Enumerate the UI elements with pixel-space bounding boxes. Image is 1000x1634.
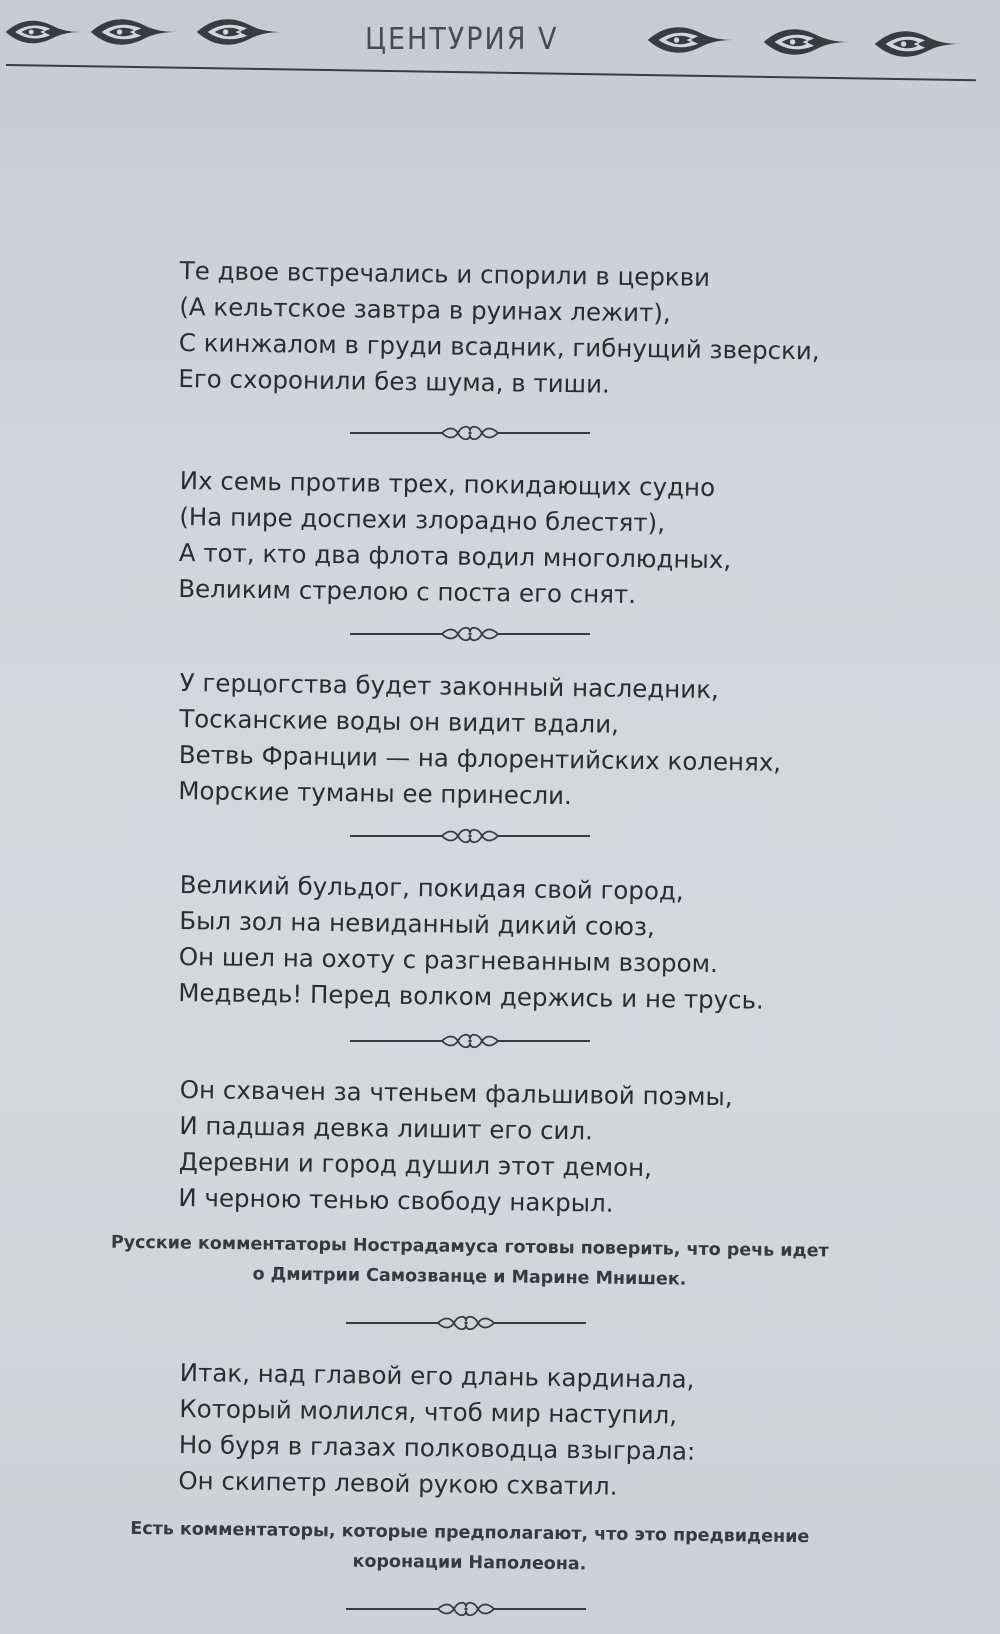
verse-line: Он схвачен за чтеньем фальшивой поэмы,: [179, 1074, 733, 1112]
filigree-scroll-icon: [84, 14, 184, 50]
filigree-scroll-icon: [636, 22, 746, 58]
verse-line: Их семь против трех, покидающих судно: [179, 465, 716, 503]
verse-line: Он скипетр левой рукою схватил.: [178, 1465, 618, 1501]
filigree-scroll-icon: [868, 26, 968, 62]
verse-line: Деревни и город душил этот демон,: [178, 1146, 653, 1183]
stanza: [178, 867, 900, 1020]
filigree-scroll-icon: [190, 14, 290, 50]
verse-line: (А кельтское завтра в руинах лежит),: [179, 291, 671, 328]
flourish-divider-icon: [346, 1599, 586, 1619]
commentary-note: [39, 1227, 900, 1298]
stanza: [178, 1072, 900, 1225]
stanza: [178, 665, 900, 818]
flourish-divider-icon: [346, 1313, 586, 1333]
verse-line: Великим стрелою с поста его снят.: [178, 573, 637, 609]
verse-line: Тосканские воды он видит вдали,: [179, 703, 620, 739]
note-line: о Дмитрии Самозванце и Марине Мнишек.: [252, 1264, 687, 1290]
stanza: [178, 253, 900, 406]
flourish-divider-icon: [350, 1031, 590, 1051]
flourish-divider-icon: [350, 624, 590, 644]
note-line: Есть комментаторы, которые предполагают, что это предвидение: [130, 1518, 810, 1548]
verse-line: И черною тенью свободу накрыл.: [178, 1182, 614, 1218]
page-header: [0, 0, 1000, 100]
filigree-scroll-icon: [752, 24, 862, 60]
verse-line: С кинжалом в груди всадник, гибнущий зверски,: [178, 327, 820, 366]
verse-line: Ветвь Франции — на флорентийских коленях,: [178, 739, 782, 777]
verse-line: У герцогства будет законный наследник,: [179, 667, 719, 705]
filigree-scroll-icon: [4, 14, 84, 50]
commentary-note: [39, 1513, 900, 1584]
verse-line: Он шел на охоту с разгневанным взором.: [178, 941, 719, 979]
verse-line: Медведь! Перед волком держись и не трусь.: [178, 977, 765, 1015]
verse-line: Но буря в глазах полководца взыграла:: [178, 1429, 696, 1466]
verse-line: Его схоронили без шума, в тиши.: [178, 363, 610, 399]
header-rule: [6, 64, 976, 81]
stanza: [178, 463, 900, 616]
verse-line: Итак, над главой его длань кардинала,: [179, 1357, 695, 1394]
verse-line: Те двое встречались и спорили в церкви: [179, 255, 711, 292]
stanza: [178, 1355, 900, 1508]
note-line: коронации Наполеона.: [352, 1551, 587, 1575]
verse-line: Морские туманы ее принесли.: [178, 775, 573, 811]
verse-line: Великий бульдог, покидая свой город,: [179, 869, 684, 906]
verse-line: (На пире доспехи злорадно блестят),: [179, 501, 666, 538]
page-title: ЦЕНТУРИЯ V: [365, 22, 559, 57]
note-line: Русские комментаторы Нострадамуса готовы поверить, что речь идет: [110, 1232, 829, 1262]
flourish-divider-icon: [350, 826, 590, 846]
verse-line: Который молился, чтоб мир наступил,: [179, 1393, 678, 1430]
verse-line: А тот, кто два флота водил многолюдных,: [178, 537, 732, 575]
verse-line: И падшая девка лишит его сил.: [179, 1110, 594, 1146]
flourish-divider-icon: [350, 423, 590, 443]
verse-line: Был зол на невиданный дикий союз,: [179, 905, 656, 942]
